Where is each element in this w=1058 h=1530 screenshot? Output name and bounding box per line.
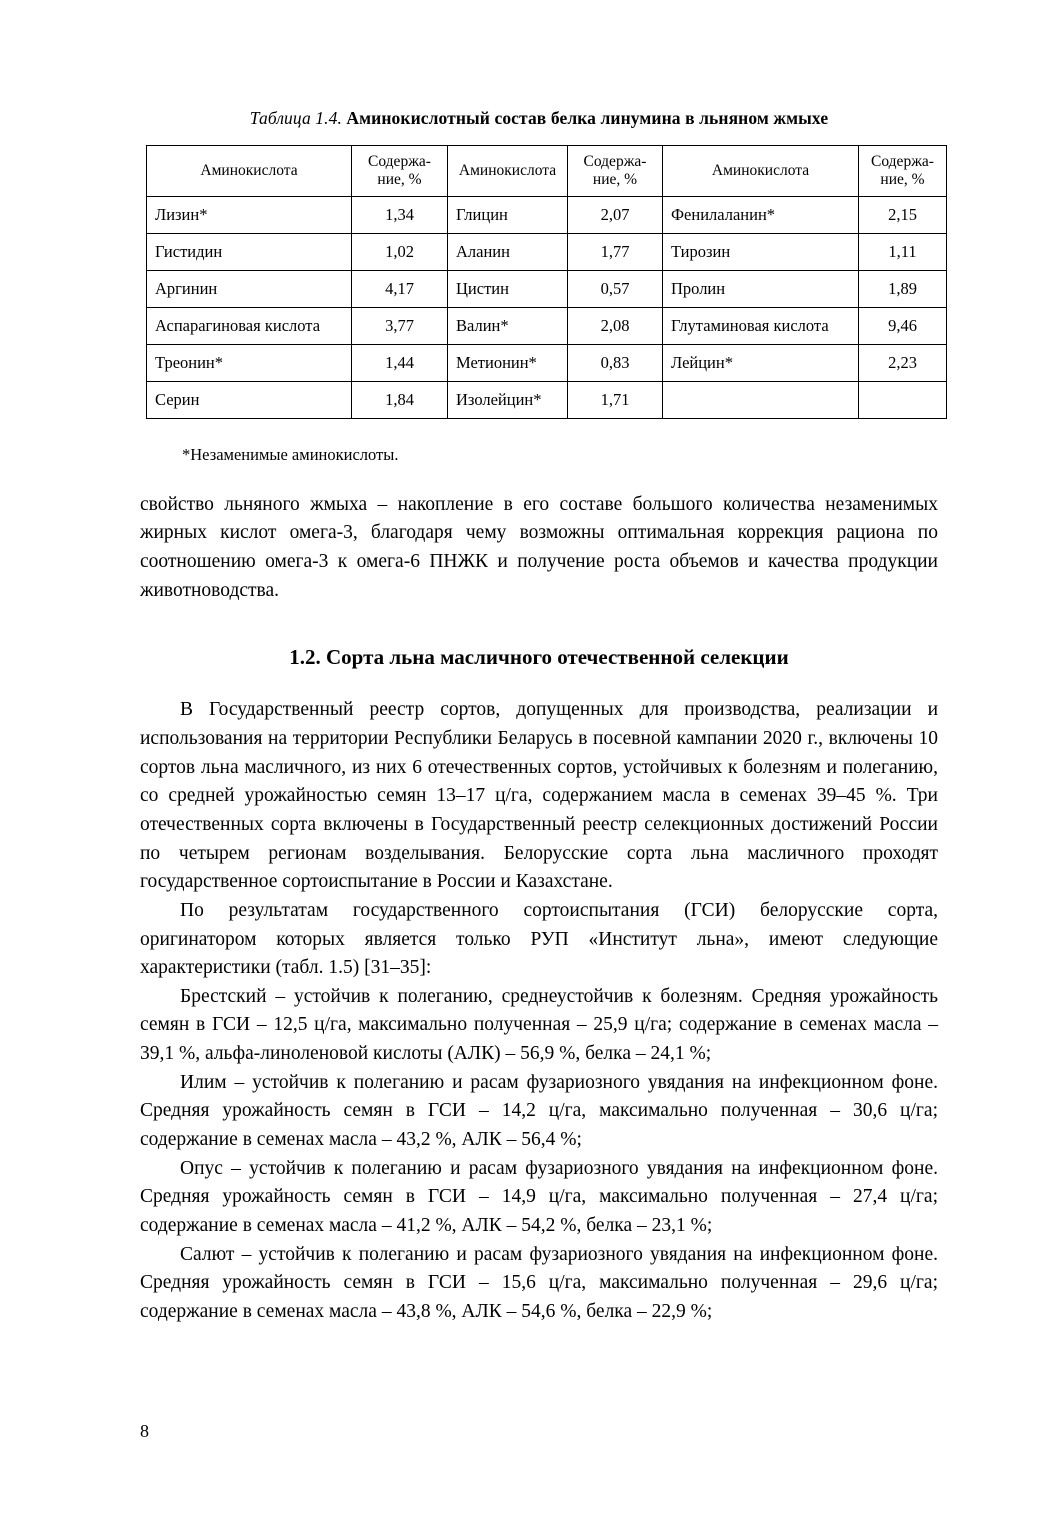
table-row <box>147 381 947 418</box>
table-cell <box>859 381 947 418</box>
paragraph: Опус – устойчив к полеганию и расам фузариозного увядания на инфекционном фоне. Средняя урожайность семян в ГСИ – 14,9 ц/га, максимально полученная – 27,4 ц/га; содержание в семенах масла – 41,2 %, АЛК – 54,2 %, белка – 23,1 %; <box>140 1157 938 1237</box>
header-line-1: Содержа- <box>871 153 934 170</box>
paragraph-continuation: свойство льняного жмыха – накопление в его составе большого количества незаменимых жирных кислот омега-3, благодаря чему возможны оптимальная коррекция рациона по соотношению омега-3 к омега-6 ПНЖК и получение роста объемов и качества продукции животноводства. <box>140 493 938 601</box>
table-cell: Лизин* <box>147 196 352 233</box>
table-cell: 2,07 <box>568 196 663 233</box>
header-line-1: Содержа- <box>368 153 431 170</box>
paragraph: Салют – устойчив к полеганию и расам фузариозного увядания на инфекционном фоне. Средняя урожайность семян в ГСИ – 15,6 ц/га, максимально полученная – 29,6 ц/га; содержание в семенах масла – 43,8 %, АЛК – 54,6 %, белка – 22,9 %; <box>140 1243 938 1323</box>
table-cell: 0,57 <box>568 270 663 307</box>
table-cell: Серин <box>147 381 352 418</box>
table-cell: 1,11 <box>859 233 947 270</box>
table-header-cell <box>568 146 663 197</box>
table-header-cell <box>352 146 448 197</box>
table-cell: 9,46 <box>859 307 947 344</box>
header-line-1: Аминокислота <box>711 161 810 179</box>
table-cell: Лейцин* <box>663 344 859 381</box>
header-line-1: Содержа- <box>583 153 647 170</box>
table-row <box>147 270 947 307</box>
table-header-cell <box>147 146 352 197</box>
header-line-1: Аминокислота <box>200 161 298 179</box>
table-cell: Глутаминовая кислота <box>663 307 859 344</box>
table-row <box>147 307 947 344</box>
table-caption <box>140 108 938 129</box>
paragraph: В Государственный реестр сортов, допущенных для производства, реализации и использования на территории Республики Беларусь в посевной кампании 2020 г., включены 10 сортов льна масличного, из них 6 отечественных сортов, устойчивых к болезням и полеганию, со средней урожайностью семян 13–17 ц/га, содержанием масла в семенах 39–45 %. Три отечественных сорта включены в Государственный реестр селекционных достижений России по четырем регионам возделывания. Белорусские сорта льна масличного проходят государственное сортоиспытание в России и Казахстане. <box>140 699 938 893</box>
section-heading: 1.2. Сорта льна масличного отечественной селекции <box>289 645 789 670</box>
table-header-cell <box>859 146 947 197</box>
table-row <box>147 233 947 270</box>
table-cell: 2,15 <box>859 196 947 233</box>
paragraph-block-1 <box>140 491 938 606</box>
table-cell: Метионин* <box>448 344 568 381</box>
table-cell: Аланин <box>448 233 568 270</box>
table-header-row <box>147 146 947 197</box>
table-cell: 1,77 <box>568 233 663 270</box>
table-cell: Аргинин <box>147 270 352 307</box>
table-cell: Изолейцин* <box>448 381 568 418</box>
table-caption-number: Таблица 1.4. <box>249 108 342 128</box>
table-header-cell <box>448 146 568 197</box>
table-cell: Гистидин <box>147 233 352 270</box>
table-caption-text: Аминокислотный состав белка линумина в льняном жмыхе <box>346 108 829 128</box>
paragraph: По результатам государственного сортоиспытания (ГСИ) белорусские сорта, оригинатором которых является только РУП «Институт льна», имеют следующие характеристики (табл. 1.5) [31–35]: <box>140 899 938 979</box>
table-cell <box>663 381 859 418</box>
table-row <box>147 344 947 381</box>
paragraph: Илим – устойчив к полеганию и расам фузариозного увядания на инфекционном фоне. Средняя урожайность семян в ГСИ – 14,2 ц/га, максимально полученная – 30,6 ц/га; содержание в семенах масла – 43,2 %, АЛК – 56,4 %; <box>140 1071 938 1151</box>
table-cell: Фенилаланин* <box>663 196 859 233</box>
table-cell: 1,44 <box>352 344 448 381</box>
table-cell: Треонин* <box>147 344 352 381</box>
page-number: 8 <box>140 1421 149 1441</box>
table-cell: 1,02 <box>352 233 448 270</box>
table-cell: 3,77 <box>352 307 448 344</box>
table-cell: Тирозин <box>663 233 859 270</box>
paragraph-block-2 <box>140 696 938 1326</box>
table-header-cell <box>663 146 859 197</box>
table-cell: Пролин <box>663 270 859 307</box>
header-line-2: ние, % <box>592 170 638 188</box>
table-cell: Аспарагиновая кислота <box>147 307 352 344</box>
table-cell: 1,71 <box>568 381 663 418</box>
paragraph: Брестский – устойчив к полеганию, среднеустойчив к болезням. Средняя урожайность семян в ГСИ – 12,5 ц/га, максимально полученная – 25,9 ц/га; содержание в семенах масла – 39,1 %, альфа-линоленовой кислоты (АЛК) – 56,9 %, белка – 24,1 %; <box>140 985 938 1065</box>
table-cell: 0,83 <box>568 344 663 381</box>
table-footnote: *Незаменимые аминокислоты. <box>182 444 399 464</box>
header-line-2: ние, % <box>377 170 422 188</box>
table-cell: Глицин <box>448 196 568 233</box>
table-cell: 1,84 <box>352 381 448 418</box>
amino-acid-table <box>146 145 947 419</box>
table-row <box>147 196 947 233</box>
table-cell: 1,89 <box>859 270 947 307</box>
table-cell: 2,08 <box>568 307 663 344</box>
header-line-2: ние, % <box>880 170 925 188</box>
table-cell: 2,23 <box>859 344 947 381</box>
table-cell: Цистин <box>448 270 568 307</box>
table-cell: Валин* <box>448 307 568 344</box>
table-cell: 4,17 <box>352 270 448 307</box>
header-line-1: Аминокислота <box>458 161 557 179</box>
table-cell: 1,34 <box>352 196 448 233</box>
